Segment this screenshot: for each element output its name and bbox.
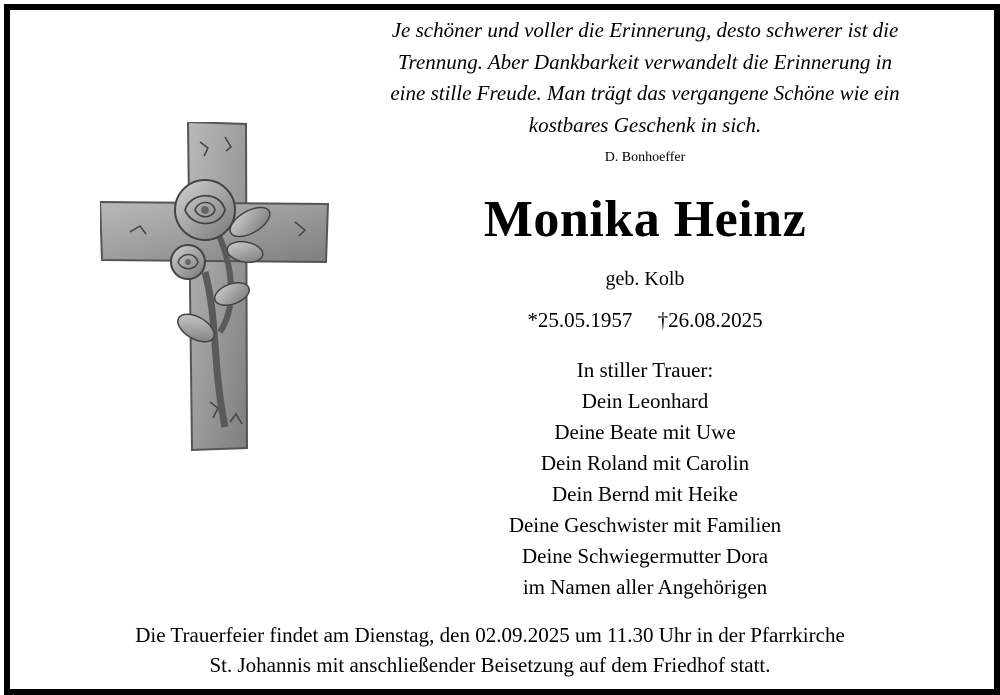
- mourners-heading: In stiller Trauer:: [576, 358, 714, 382]
- quote-line: Trennung. Aber Dankbarkeit verwandelt die Erinnerung in: [397, 49, 893, 74]
- quote-line: Je schöner und voller die Erinnerung, desto schwerer ist die: [391, 18, 899, 42]
- mourner-entry: Dein Bernd mit Heike: [551, 482, 739, 506]
- birth-date: *25.05.1957: [527, 308, 633, 332]
- life-dates: [340, 308, 950, 333]
- quote-author: D. Bonhoeffer: [604, 150, 686, 165]
- quote-line: kostbares Geschenk in sich.: [528, 112, 762, 137]
- cross-with-roses-icon: [100, 122, 330, 452]
- funeral-notice: [10, 620, 970, 680]
- mourner-entry: Deine Schwiegermutter Dora: [521, 544, 769, 568]
- mourner-entry: Dein Leonhard: [581, 389, 709, 413]
- mourners-list: [340, 355, 950, 603]
- mourner-entry: Dein Roland mit Carolin: [540, 451, 750, 475]
- death-date: †26.08.2025: [657, 308, 763, 332]
- quote-line: eine stille Freude. Man trägt das vergangene Schöne wie ein: [390, 81, 900, 105]
- mourner-entry: Deine Geschwister mit Familien: [508, 513, 782, 537]
- mourner-entry: Deine Beate mit Uwe: [554, 420, 736, 444]
- mourner-entry: im Namen aller Angehörigen: [522, 575, 768, 599]
- deceased-name: Monika Heinz: [483, 191, 807, 248]
- funeral-line: St. Johannis mit anschließender Beisetzung auf dem Friedhof statt.: [209, 653, 771, 677]
- maiden-name: geb. Kolb: [605, 268, 685, 290]
- bonhoeffer-quote: [340, 15, 950, 141]
- funeral-line: Die Trauerfeier findet am Dienstag, den 02.09.2025 um 11.30 Uhr in der Pfarrkirche: [135, 623, 845, 647]
